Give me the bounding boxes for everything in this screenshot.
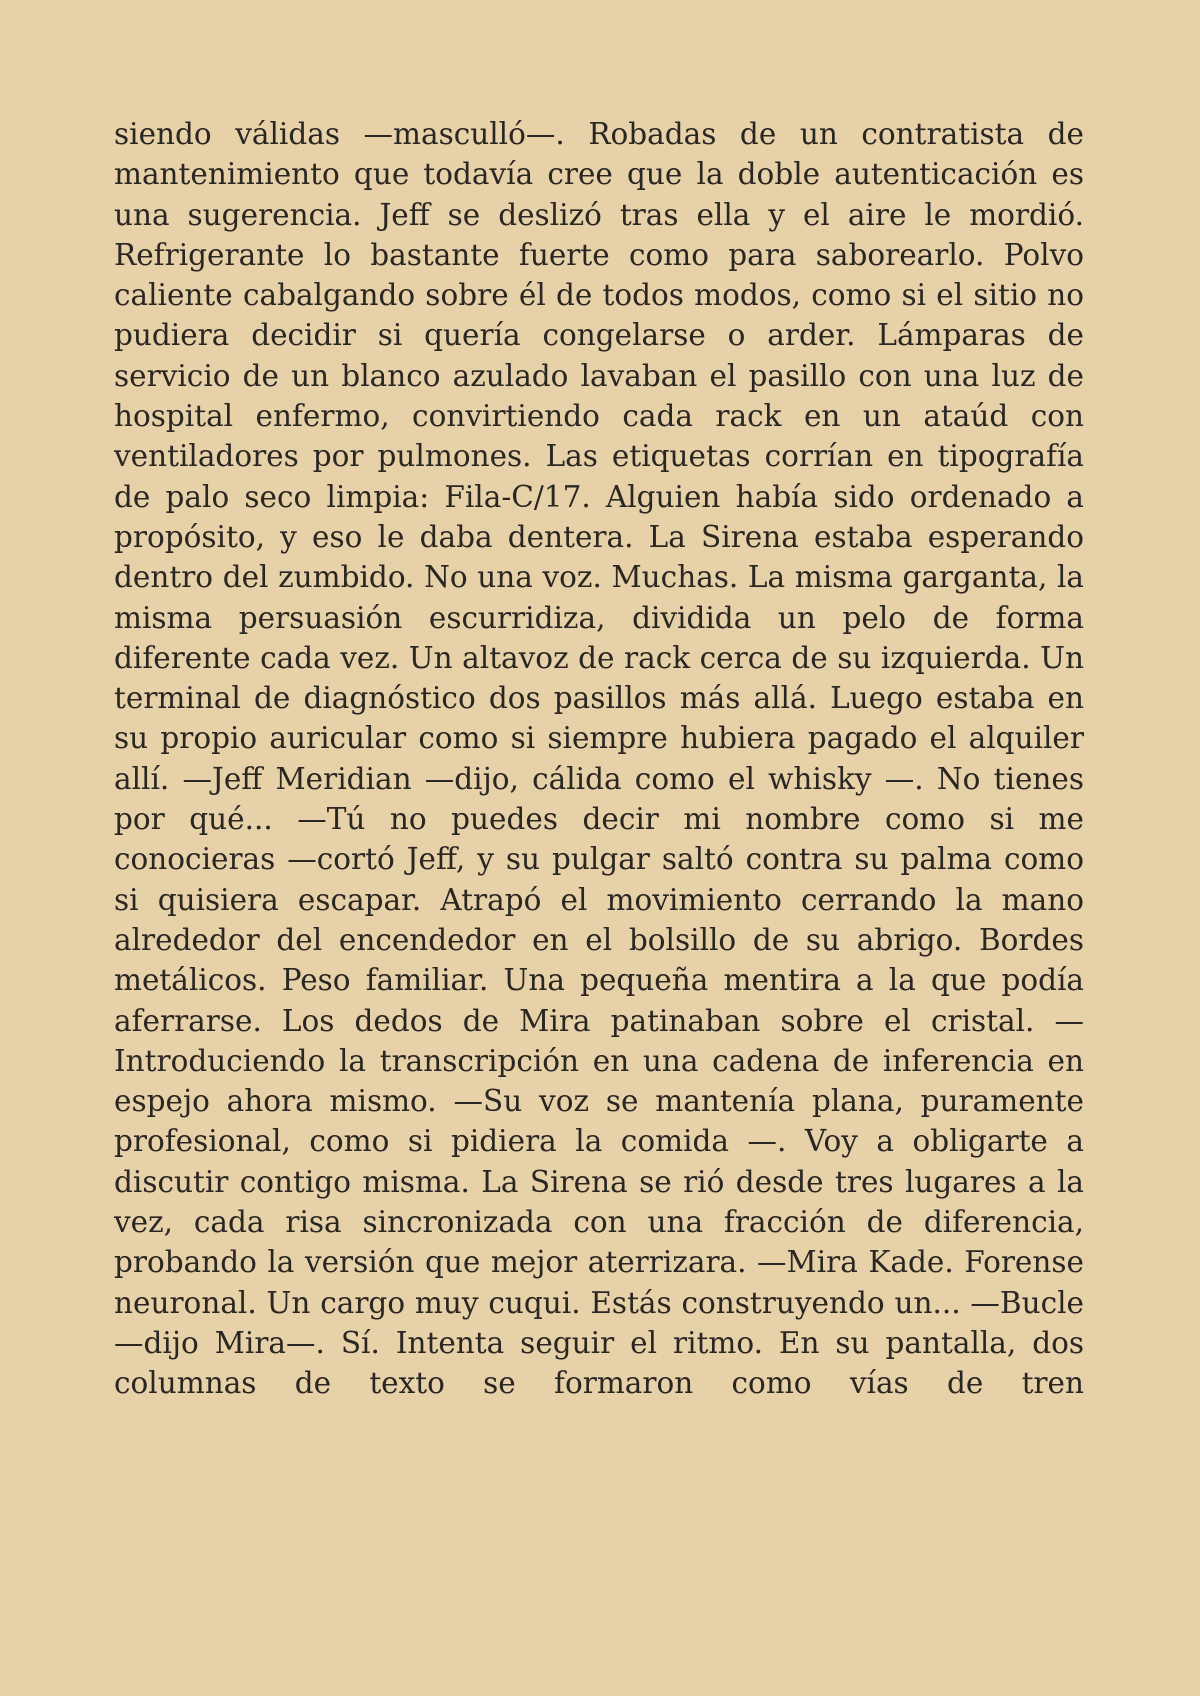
body-paragraph: siendo válidas —masculló—. Robadas de un contratista de mantenimiento que todavía cree que la doble autenticación es una sugerencia. Jeff se deslizó tras ella y el aire le mordió. Refrigerante lo bastante fuerte como para saborearlo. Polvo caliente cabalgando sobre él de todos modos, como si el sitio no pudiera decidir si quería congelarse o arder. Lámparas de servicio de un blanco azulado lavaban el pasillo con una luz de hospital enfermo, convirtiendo cada rack en un ataúd con ventiladores por pulmones. Las etiquetas corrían en tipografía de palo seco limpia: Fila-C/17. Alguien había sido ordenado a propósito, y eso le daba dentera. La Sirena estaba esperando dentro del zumbido. No una voz. Muchas. La misma garganta, la misma persuasión escurridiza, dividida un pelo de forma diferente cada vez. Un altavoz de rack cerca de su izquierda. Un terminal de diagnóstico dos pasillos más allá. Luego estaba en su propio auricular como si siempre hubiera pagado el alquiler allí. —Jeff Meridian —dijo, cálida como el whisky —. No tienes por qué... —Tú no puedes decir mi nombre como si me conocieras —cortó Jeff, y su pulgar saltó contra su palma como si quisiera escapar. Atrapó el movimiento cerrando la mano alrededor del encendedor en el bolsillo de su abrigo. Bordes metálicos. Peso familiar. Una pequeña mentira a la que podía aferrarse. Los dedos de Mira patinaban sobre el cristal. —Introduciendo la transcripción en una cadena de inferencia en espejo ahora mismo. —Su voz se mantenía plana, puramente profesional, como si pidiera la comida —. Voy a obligarte a discutir contigo misma. La Sirena se rió desde tres lugares a la vez, cada risa sincronizada con una fracción de diferencia, probando la versión que mejor aterrizara. —Mira Kade. Forense neuronal. Un cargo muy cuqui. Estás construyendo un... —Bucle —dijo Mira—. Sí. Intenta seguir el ritmo. En su pantalla, dos columnas de texto se formaron como vías de tren	[114, 117, 1084, 1401]
